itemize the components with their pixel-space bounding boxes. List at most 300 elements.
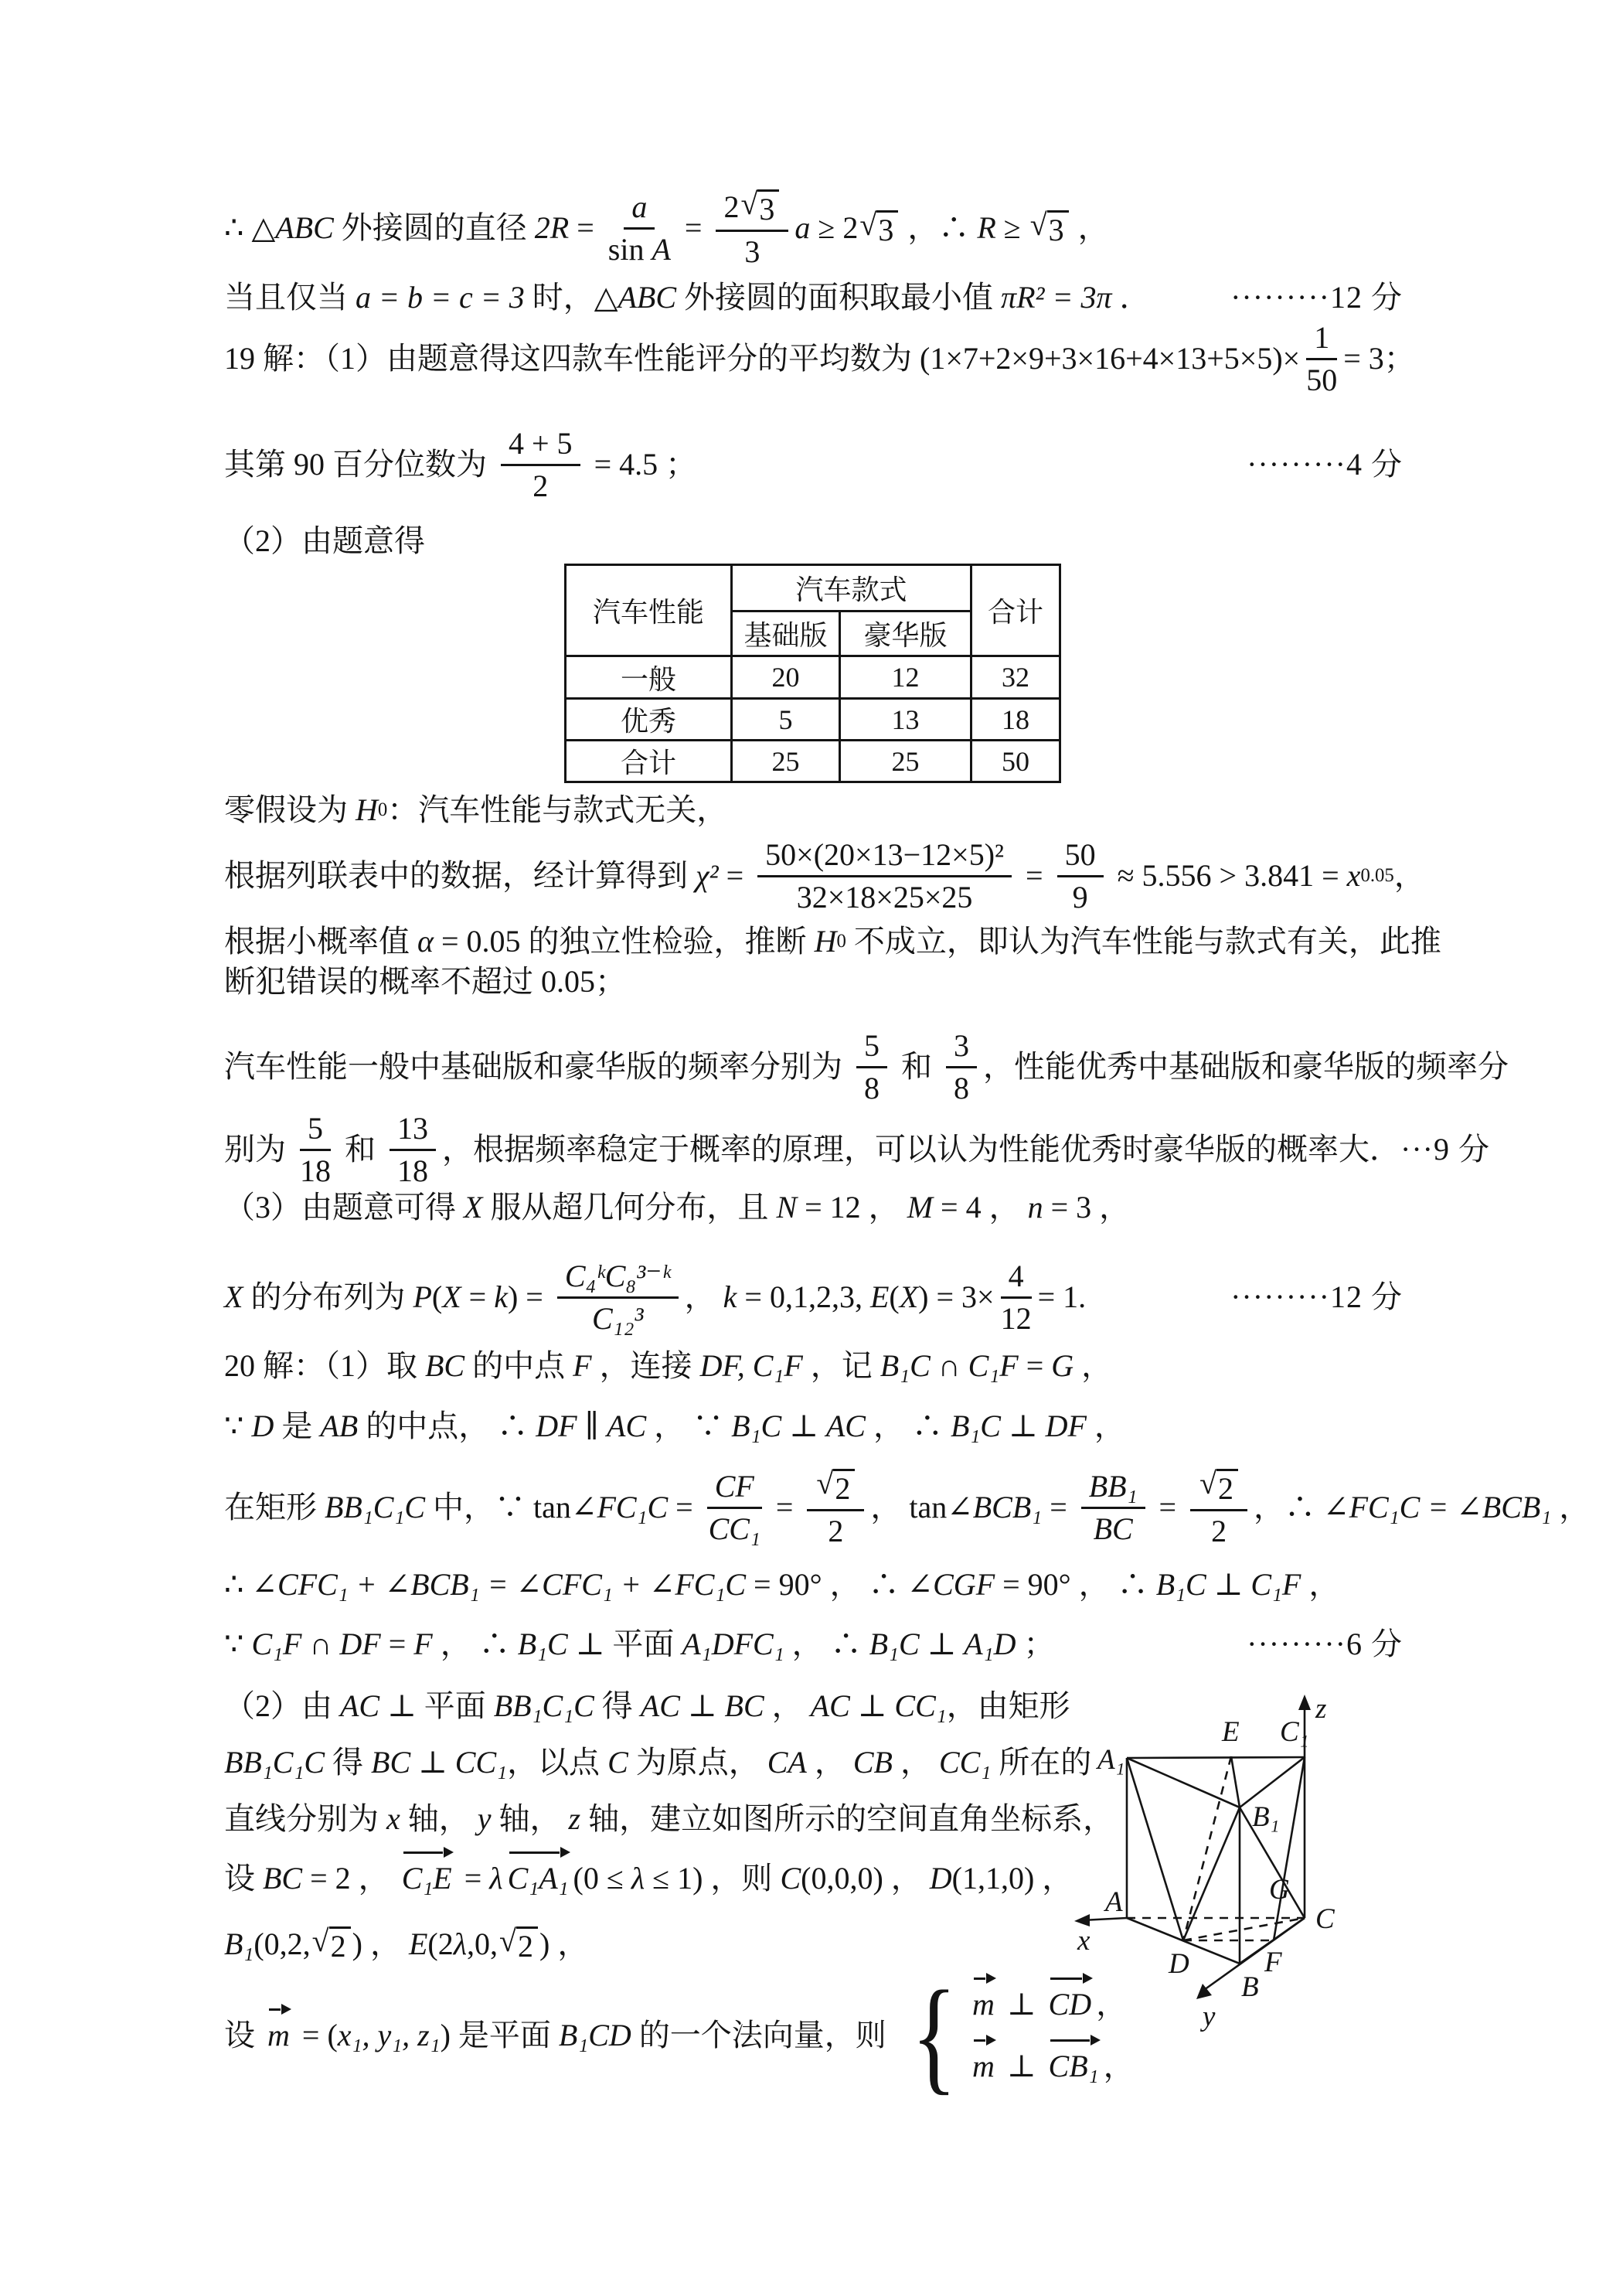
math-italic: ∠CFC₁ + ∠BCB₁ = ∠CFC₁ + ∠FC₁C	[251, 1567, 747, 1602]
math-italic: B₁C	[1155, 1567, 1206, 1602]
text-run: ⊥ 平面	[379, 1688, 494, 1723]
cell-value: 25	[732, 741, 840, 782]
text-run: 9	[1072, 879, 1088, 915]
math-italic: x₁, y₁, z₁	[337, 2017, 441, 2052]
text-run: =	[461, 1279, 495, 1314]
cell-value: 50	[971, 741, 1060, 782]
math-italic: DF	[339, 1627, 381, 1661]
vertex-label-f: F	[1264, 1947, 1282, 1978]
math-italic: C	[780, 1861, 801, 1896]
cell-value: 12	[840, 656, 971, 699]
text-run: 12	[1000, 1300, 1032, 1336]
fraction	[707, 1470, 762, 1545]
text-run: ⊥	[999, 2048, 1044, 2083]
math-italic: CA	[767, 1745, 807, 1780]
denominator	[532, 466, 548, 502]
fraction	[856, 1027, 887, 1105]
table-col-header-basic: 基础版	[732, 611, 840, 656]
text-run: = 0,1,2,3,	[737, 1279, 870, 1314]
text-run: （2）由	[224, 1688, 340, 1723]
table-row	[566, 656, 1060, 699]
math-italic: y	[477, 1801, 492, 1836]
radicand: 2	[833, 1469, 855, 1505]
numerator	[1001, 1260, 1032, 1299]
solution-line-10	[224, 1020, 1509, 1113]
row-label: 优秀	[566, 699, 732, 741]
table-total-header: 合计	[971, 565, 1060, 656]
radicand: 2	[329, 1926, 351, 1963]
text-run: 轴，	[491, 1801, 569, 1836]
text-run: ，∴	[900, 210, 978, 245]
math-italic: B₁C	[731, 1409, 782, 1443]
cell-value: 32	[971, 656, 1060, 699]
segment-b1-d	[1183, 1807, 1240, 1940]
math-italic: DF	[1045, 1409, 1087, 1443]
math-italic: ∠BCB₁	[947, 1490, 1043, 1524]
text-run: 50	[1064, 836, 1096, 872]
prism-figure-svg	[1067, 1662, 1546, 2095]
text-run: =	[767, 1490, 801, 1524]
row-label: 合计	[566, 741, 732, 782]
segment-a1-d	[1127, 1758, 1183, 1940]
math-italic: CC₁	[454, 1745, 508, 1780]
math-italic: B₁	[224, 1926, 254, 1961]
fraction	[1001, 1260, 1032, 1335]
math-italic: BB₁C₁C	[224, 1745, 325, 1780]
axis-label-z: z	[1315, 1693, 1327, 1725]
text-run: 时，△	[524, 280, 618, 315]
math-italic: a	[631, 189, 648, 224]
text-run: ：汽车性能与款式无关，	[387, 792, 728, 827]
denominator	[1001, 1299, 1032, 1335]
text-run: 所在的	[991, 1745, 1092, 1780]
square-root	[859, 207, 898, 247]
denominator	[709, 1509, 760, 1545]
cell-value: 13	[840, 699, 971, 741]
text-run: =	[1018, 1348, 1052, 1383]
math-italic: CB	[852, 1745, 893, 1780]
text-run: ) 是平面	[440, 2017, 559, 2052]
solution-line-5	[224, 519, 1403, 563]
vector: CD	[1049, 1985, 1092, 2024]
text-run: ⊥	[1000, 1409, 1046, 1443]
math-italic: DF, C₁F	[699, 1348, 803, 1383]
text-run: （3）由题意可得	[224, 1190, 464, 1225]
numerator	[856, 1027, 887, 1068]
denominator	[864, 1068, 880, 1105]
fraction	[716, 186, 788, 269]
vertex-label-g: G	[1269, 1874, 1290, 1906]
text-run: ，	[806, 1745, 853, 1780]
text-run: ∩	[930, 1348, 968, 1383]
math-italic: BC	[425, 1348, 465, 1383]
hidden-segment-d-c	[1183, 1918, 1305, 1940]
text-run: ∵	[224, 1409, 252, 1443]
radical-sign: √	[1199, 1465, 1217, 1501]
text-run: 轴，建立如图所示的空间直角坐标系，	[580, 1801, 1114, 1836]
math-italic: λ	[631, 1861, 645, 1896]
text-run: ≥ 2	[810, 210, 859, 245]
math-italic: P	[413, 1279, 432, 1314]
score-marker: ·········6 分	[1247, 1627, 1403, 1661]
solution-line-21	[224, 1797, 1114, 1841]
text-run: =	[718, 858, 752, 893]
fraction	[1081, 1470, 1145, 1545]
math-italic: λ	[489, 1861, 503, 1896]
text-run: 零假设为	[224, 792, 356, 827]
score-marker: ·········12 分	[1230, 280, 1403, 315]
z-axis-arrow	[1298, 1695, 1311, 1710]
math-italic: C₄ᵏC₈³⁻ᵏ	[564, 1258, 671, 1293]
math-italic: χ²	[696, 858, 719, 893]
contingency-table	[564, 564, 1061, 783]
text-run: ，	[1551, 1490, 1591, 1524]
math-italic: k	[723, 1279, 737, 1314]
vertex-label-a: A	[1105, 1886, 1123, 1918]
math-italic: H	[814, 924, 837, 959]
numerator	[1081, 1470, 1145, 1509]
prism-figure	[1067, 1662, 1546, 2095]
text-run: ．	[1111, 280, 1151, 315]
numerator	[1057, 836, 1104, 877]
text-run: ) =	[507, 1279, 551, 1314]
radicand: 3	[757, 189, 779, 226]
math-italic: BC	[371, 1745, 411, 1780]
math-italic: N	[776, 1190, 798, 1225]
table-row	[566, 699, 1060, 741]
segment-c1-f	[1274, 1757, 1305, 1940]
solution-line-22	[224, 1850, 1073, 1907]
text-run: ，	[1393, 858, 1425, 893]
radicand: 3	[1047, 210, 1069, 247]
fraction	[557, 1260, 679, 1335]
text-run: = 1.	[1037, 1279, 1087, 1314]
text-run: 断犯错误的概率不超过 0.05；	[224, 964, 626, 999]
math-italic: E	[408, 1926, 428, 1961]
math-italic: λ	[453, 1926, 468, 1961]
radical-sign: √	[311, 1923, 329, 1958]
vector: CB₁	[1049, 2047, 1099, 2086]
text-run: 20 解：（1）取	[224, 1348, 425, 1383]
text-run: ∵	[224, 1627, 252, 1661]
text-run: ，记	[802, 1348, 880, 1383]
text-run: 不成立，即认为汽车性能与款式有关，此推	[846, 924, 1441, 959]
text-run: 得	[594, 1688, 641, 1723]
solution-line-17	[224, 1563, 1403, 1606]
row-label: 一般	[566, 656, 732, 699]
square-root	[1199, 1465, 1238, 1506]
text-run: ⊥	[1206, 1567, 1251, 1602]
text-run: =	[569, 210, 602, 245]
text-run: ，	[1301, 1567, 1340, 1602]
segment-e-b1	[1231, 1756, 1240, 1807]
math-italic: AC	[607, 1409, 647, 1443]
text-run: ∴ △	[224, 210, 276, 245]
text-run: (	[889, 1279, 900, 1314]
denominator	[300, 1151, 331, 1187]
fraction	[390, 1112, 436, 1187]
math-italic: AC	[825, 1409, 866, 1443]
text-run: 服从超几何分布，且	[482, 1190, 777, 1225]
text-run: ， ∴	[865, 1409, 951, 1443]
fraction	[757, 836, 1012, 915]
text-run: ≈ 5.556 > 3.841 =	[1109, 858, 1347, 893]
math-italic: X	[442, 1279, 461, 1314]
text-run: 32×18×25×25	[796, 879, 973, 915]
square-root	[816, 1465, 855, 1506]
text-run: =	[668, 1490, 701, 1524]
math-italic: BB₁C₁C	[493, 1688, 594, 1723]
math-italic: CC₁	[708, 1511, 760, 1546]
math-italic: A₁DFC₁	[682, 1627, 784, 1661]
numerator	[390, 1112, 436, 1151]
math-italic: ∠FC₁C	[570, 1490, 669, 1524]
denominator	[954, 1068, 969, 1105]
text-run: 4 + 5	[509, 425, 573, 461]
table-corner-header: 汽车性能	[566, 565, 732, 656]
vertex-label-c1: C₁	[1280, 1716, 1309, 1748]
math-italic: C	[607, 1745, 628, 1780]
text-run: (0,0,0) ，	[801, 1861, 930, 1896]
text-run: =	[456, 1861, 490, 1896]
math-italic: D	[929, 1861, 952, 1896]
text-run: 4	[1008, 1258, 1024, 1293]
numerator	[501, 425, 580, 466]
text-run: 中，∵ tan	[425, 1490, 571, 1524]
text-run: 和	[337, 1132, 383, 1167]
math-italic: F	[573, 1348, 592, 1383]
text-run: 为原点，	[628, 1745, 767, 1780]
text-run: ， ∴	[784, 1627, 869, 1661]
text-run: ∩	[301, 1627, 340, 1661]
math-italic: a	[794, 210, 811, 245]
fraction	[807, 1465, 864, 1548]
math-italic: BC	[724, 1688, 764, 1723]
text-run: ) ，	[539, 1926, 589, 1961]
table-row	[566, 741, 1060, 782]
text-run: ，	[1070, 210, 1109, 245]
text-run: =	[380, 1627, 414, 1661]
cell-value: 18	[971, 699, 1060, 741]
text-run: ，	[764, 1688, 811, 1723]
fraction	[1057, 836, 1104, 915]
math-italic: B₁C	[869, 1627, 920, 1661]
math-italic: C₁F	[968, 1348, 1019, 1383]
text-run: ⊥	[679, 1688, 725, 1723]
math-italic: C₁F	[1250, 1567, 1301, 1602]
fraction	[946, 1027, 977, 1105]
square-root	[311, 1923, 351, 1964]
denominator	[608, 230, 671, 266]
math-italic: BB₁C₁C	[325, 1490, 426, 1524]
solution-line-19	[224, 1685, 1068, 1728]
text-run: 在矩形	[224, 1490, 325, 1524]
text-run: = 3 ，	[1043, 1190, 1131, 1225]
numerator	[707, 1470, 762, 1509]
vector: m	[972, 2047, 995, 2086]
denominator	[744, 232, 760, 268]
solution-line-15	[224, 1405, 1403, 1448]
text-run: ， ∴	[432, 1627, 518, 1661]
denominator	[592, 1299, 643, 1335]
solution-line-6: 零假设为 H 0 ：汽车性能与款式无关，	[224, 787, 1403, 833]
math-italic: n	[1027, 1190, 1043, 1225]
math-italic: D	[251, 1409, 274, 1443]
text-run: ，连接	[591, 1348, 700, 1383]
math-italic: A₁D	[964, 1627, 1016, 1661]
axis-label-y: y	[1203, 2001, 1216, 2032]
math-italic: E	[869, 1279, 890, 1314]
text-run: ≤ 1) ，则	[645, 1861, 781, 1896]
math-italic: CC₁	[894, 1688, 947, 1723]
square-root	[499, 1923, 538, 1964]
fraction	[300, 1112, 331, 1187]
denominator	[828, 1511, 843, 1548]
text-run: ，根据频率稳定于概率的原理，可以认为性能优秀时豪华版的概率大．	[442, 1132, 1400, 1167]
text-run: 2	[723, 189, 740, 224]
text-run: (2	[427, 1926, 454, 1961]
text-run: ，由矩形	[946, 1688, 1070, 1723]
math-italic: B₁C	[950, 1409, 1001, 1443]
radical-sign: √	[499, 1923, 516, 1958]
math-italic: z	[568, 1801, 581, 1836]
text-run: ⊥	[999, 1986, 1044, 2022]
solution-line-4	[224, 421, 1403, 508]
text-run: = 12 ，	[797, 1190, 907, 1225]
solution-line-20	[224, 1741, 1092, 1784]
score-marker: ···9 分	[1400, 1132, 1490, 1167]
denominator	[797, 877, 973, 914]
text-run: 8	[954, 1070, 969, 1105]
math-italic: ABC	[618, 280, 677, 315]
text-run: 和	[893, 1049, 940, 1084]
text-run: 别为	[224, 1132, 294, 1167]
math-italic: G	[1051, 1348, 1074, 1383]
math-italic: AB	[320, 1409, 359, 1443]
math-italic: A	[652, 231, 671, 267]
table-group-header: 汽车款式	[732, 565, 971, 611]
math-italic: BC	[263, 1861, 303, 1896]
axis-label-x: x	[1077, 1925, 1091, 1957]
text-run: ≥	[995, 210, 1029, 245]
text-run: ，性能优秀中基础版和豪华版的频率分	[983, 1049, 1509, 1084]
text-run: 13	[397, 1110, 428, 1146]
text-run: 18	[300, 1153, 331, 1188]
math-italic: H	[356, 792, 378, 827]
vertex-label-d: D	[1169, 1948, 1189, 1980]
edge-a1-b1	[1127, 1758, 1240, 1807]
math-italic: ∠CGF	[907, 1567, 995, 1602]
text-run: ,0,	[467, 1926, 498, 1961]
math-italic: F	[413, 1627, 433, 1661]
square-root	[740, 186, 779, 227]
text-run: ⊥	[410, 1745, 455, 1780]
text-run: = 0.05 的独立性检验，推断	[434, 924, 815, 959]
text-run: ⊥ 平面	[567, 1627, 682, 1661]
numerator	[1306, 319, 1337, 360]
text-run: (1,1,0) ，	[951, 1861, 1073, 1896]
denominator	[397, 1151, 428, 1187]
math-italic: CF	[714, 1468, 754, 1504]
radical-sign: √	[740, 186, 758, 221]
numerator	[757, 836, 1012, 877]
solution-line-12	[224, 1186, 1403, 1229]
math-italic: C₁F	[251, 1627, 302, 1661]
text-run: =	[1042, 1490, 1075, 1524]
score-marker: ·········4 分	[1247, 447, 1403, 482]
text-run: 外接圆的面积取最小值	[676, 280, 1002, 315]
text-run: 50×(20×13−12×5)²	[765, 836, 1005, 872]
text-run: 3	[744, 233, 760, 269]
text-run: 5	[864, 1027, 880, 1063]
numerator	[807, 1465, 864, 1511]
text-run: ) = 3×	[918, 1279, 995, 1314]
math-italic: x	[1346, 858, 1361, 893]
text-run: (	[431, 1279, 443, 1314]
text-run: ⊥	[781, 1409, 826, 1443]
solution-line-1	[224, 182, 1403, 274]
denominator	[1211, 1511, 1227, 1548]
text-run: sin	[607, 231, 652, 267]
text-run: 汽车性能一般中基础版和豪华版的频率分别为	[224, 1049, 850, 1084]
text-run: 直线分别为	[224, 1801, 386, 1836]
text-run: ，	[1096, 1986, 1128, 2022]
fraction	[1190, 1465, 1247, 1548]
text-run: ⊥	[919, 1627, 965, 1661]
solution-line-7: 根据列联表中的数据，经计算得到 χ² = $\frac{\text{50×(20×13−12×5)²}}{32\times 18\times 25\times 25}$ = $\frac{50}{9}$ ≈ 5.556 > 3.841 = x 0.05 ，	[224, 836, 1425, 915]
math-italic: CC₁	[939, 1745, 992, 1780]
text-run: = 3；	[1343, 341, 1415, 376]
numerator	[624, 191, 655, 230]
text-run: ，	[893, 1745, 939, 1780]
text-run: 轴，	[400, 1801, 478, 1836]
vector: m	[972, 1985, 995, 2024]
vector: C₁A₁	[508, 1859, 569, 1898]
cell-value: 25	[840, 741, 971, 782]
math-italic: a = b = c = 3	[356, 280, 525, 315]
solution-line-18	[224, 1623, 1403, 1666]
math-italic: AC	[640, 1688, 680, 1723]
hidden-segment-e-d	[1183, 1756, 1231, 1940]
text-run: ) ，	[352, 1926, 409, 1961]
denominator	[1306, 360, 1337, 397]
text-run: = 4 ，	[933, 1190, 1028, 1225]
text-run: ， tan	[870, 1490, 948, 1524]
math-italic: 2R	[534, 210, 570, 245]
solution-line-9	[224, 960, 1403, 1003]
numerator	[557, 1260, 679, 1299]
text-run: 2	[828, 1513, 844, 1548]
math-italic: DF	[536, 1409, 577, 1443]
math-italic: M	[907, 1190, 934, 1225]
solution-line-3	[224, 315, 1415, 402]
text-run: 得	[325, 1745, 372, 1780]
cell-value: 5	[732, 699, 840, 741]
text-run: (0 ≤	[573, 1861, 631, 1896]
text-run: 的中点， ∴	[358, 1409, 536, 1443]
solution-line-11	[224, 1103, 1490, 1196]
text-run: ∴	[224, 1567, 252, 1602]
math-italic: BB₁	[1088, 1468, 1138, 1504]
math-italic: B₁C	[517, 1627, 568, 1661]
math-italic: B₁C	[880, 1348, 931, 1383]
solution-line-2	[224, 274, 1403, 321]
math-italic: X	[899, 1279, 919, 1314]
text-run: = 4.5 ；	[586, 447, 697, 482]
vertex-label-b1: B₁	[1252, 1801, 1280, 1833]
text-run: ，	[684, 1279, 723, 1314]
math-italic: x	[386, 1801, 400, 1836]
